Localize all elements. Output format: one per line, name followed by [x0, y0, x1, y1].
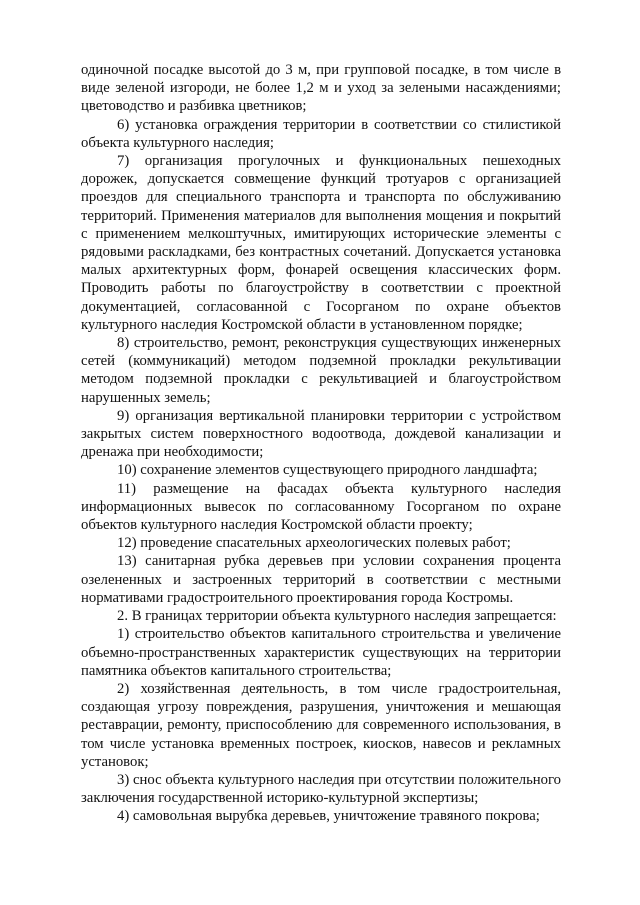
- prohibited-item-1: 1) строительство объектов капитального строительства и увеличение объемно-пространственных характеристик существующих на территории памятника объектов капитального строительства;: [81, 626, 561, 679]
- paragraph-item-13: 13) санитарная рубка деревьев при условии сохранения процента озелененных и застроенных территорий в соответствии с местными нормативами градостроительного проектирования города Костромы.: [81, 553, 561, 606]
- paragraph-item-8: 8) строительство, ремонт, реконструкция существующих инженерных сетей (коммуникаций) методом подземной прокладки рекультивации методом подземной прокладки с рекультивацией и благоустройством нарушенных земель;: [81, 335, 561, 406]
- paragraph-item-11: 11) размещение на фасадах объекта культурного наследия информационных вывесок по согласованному Госорганом по охране объектов культурного наследия Костромской области проекту;: [81, 480, 561, 534]
- paragraph-item-9: 9) организация вертикальной планировки территории с устройством закрытых систем поверхностного водоотвода, дождевой канализации и дренажа при необходимости;: [81, 407, 561, 461]
- paragraph-item-7: 7) организация прогулочных и функциональных пешеходных дорожек, допускается совмещение функций тротуаров с организацией проездов для специального транспорта и транспорта по обслуживанию территорий. Применения материалов для выполнения мощения и покрытий с применением мелкоштучных, имитирующих исторические элементы с рядовыми раскладками, без контрастных сочетаний. Допускается установка малых архитектурных форм, фонарей освещения классических форм. Проводить работы по благоустройству в соответствии с проектной документацией, согласованной с Госорганом по охране объектов культурного наследия Костромской области в установленном порядке;: [81, 153, 561, 333]
- paragraph-item-10: 10) сохранение элементов существующего природного ландшафта;: [117, 462, 538, 479]
- prohibited-item-3: 3) снос объекта культурного наследия при отсутствии положительного заключения государственной историко-культурной экспертизы;: [81, 771, 561, 807]
- section-2-heading: 2. В границах территории объекта культурного наследия запрещается:: [117, 608, 557, 625]
- paragraph-continuation: одиночной посадке высотой до 3 м, при групповой посадке, в том числе в виде зеленой изгороди, не более 1,2 м и уход за зелеными насаждениями; цветоводство и разбивка цветников;: [81, 62, 561, 115]
- prohibited-item-4: 4) самовольная вырубка деревьев, уничтожение травяного покрова;: [117, 808, 540, 825]
- document-body: [81, 61, 561, 826]
- paragraph-item-12: 12) проведение спасательных археологических полевых работ;: [117, 535, 511, 552]
- prohibited-item-2: 2) хозяйственная деятельность, в том числе градостроительная, создающая угрозу повреждения, разрушения, уничтожения и мешающая реставрации, ремонту, приспособлению для современного использования, в том числе установка временных построек, киосков, навесов и рекламных установок;: [81, 680, 561, 770]
- paragraph-item-6: 6) установка ограждения территории в соответствии со стилистикой объекта культурного наследия;: [81, 116, 561, 151]
